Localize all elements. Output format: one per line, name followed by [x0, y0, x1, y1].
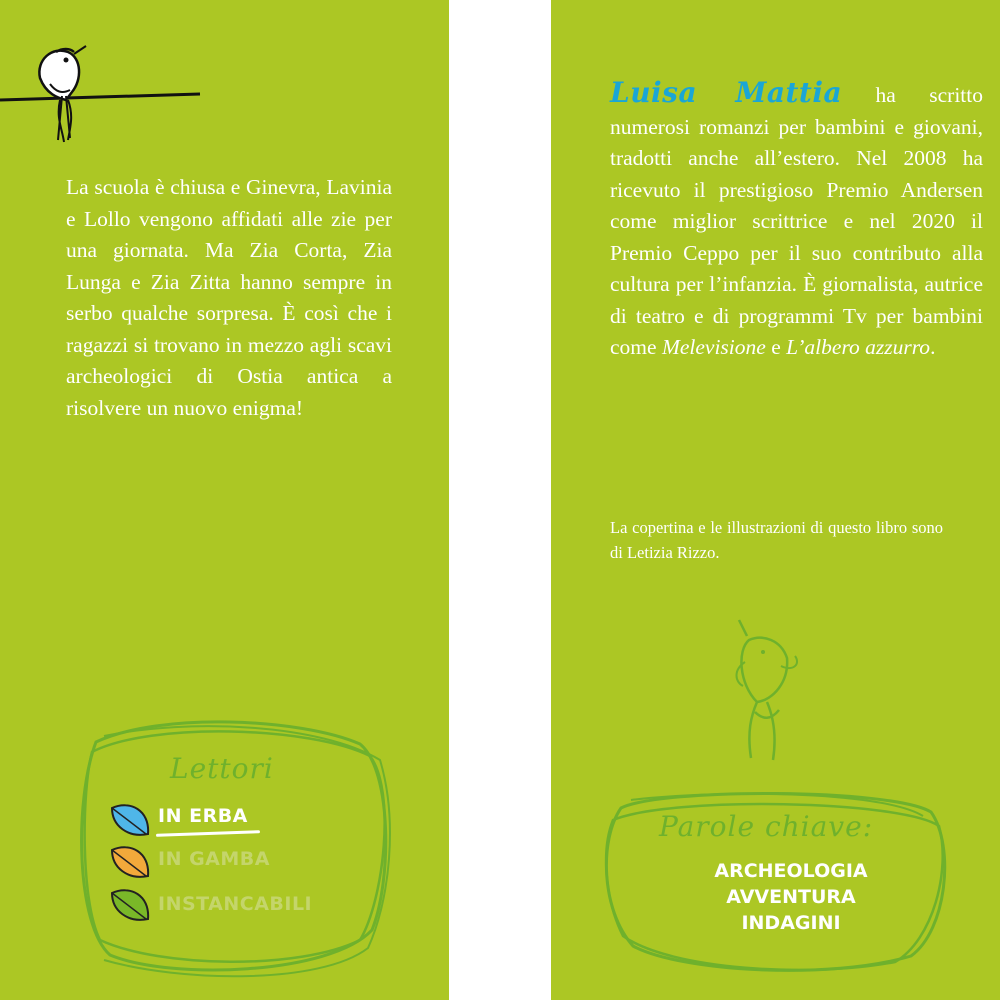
reader-level-in-erba: IN ERBA — [158, 805, 248, 827]
keyword-item: INDAGINI — [741, 912, 841, 934]
bio-work-albero-azzurro: L’albero azzurro — [786, 335, 931, 359]
bio-work-melevisione: Melevisione — [661, 335, 766, 359]
leaf-icon-blue — [112, 805, 148, 834]
keywords-list — [681, 858, 901, 936]
reader-level-instancabili: INSTANCABILI — [158, 893, 313, 915]
leaf-icon-orange — [112, 847, 148, 876]
leaf-icon-green — [112, 890, 148, 919]
keyword-item: AVVENTURA — [726, 886, 856, 908]
bio-conjunction: e — [765, 335, 787, 359]
bio-text-part1: ha scritto numerosi romanzi per bambini e giovani, tradotti anche all’estero. Nel 2008 ha ricevuto il prestigioso Premio Andersen come miglior scrittrice e nel 2020 il Premio Ceppo per il suo contributo alla cultura per l’infanzia. È giornalista, autrice di teatro e di programmi Tv per bambini come — [610, 83, 983, 359]
back-cover-left-panel — [0, 0, 449, 1000]
keywords-scribble-frame — [551, 0, 1000, 1000]
keywords-title: Parole chiave: — [659, 810, 874, 843]
readers-title: Lettori — [170, 752, 274, 785]
back-cover-right-panel — [551, 0, 1000, 1000]
reader-level-in-gamba: IN GAMBA — [158, 848, 270, 870]
keyword-item: ARCHEOLOGIA — [714, 860, 868, 882]
bio-end: . — [930, 335, 936, 359]
book-blurb: La scuola è chiusa e Ginevra, Lavinia e Lollo vengono affidati alle zie per una giornata. Ma Zia Corta, Zia Lunga e Zia Zitta hanno sempre in serbo qualche sorpresa. È così che i ragazzi si trovano in mezzo agli scavi archeologici di Ostia antica a risolvere un nuovo enigma! — [66, 175, 392, 420]
author-name: Luisa Mattia — [610, 76, 843, 109]
illustration-credits: La copertina e le illustrazioni di questo libro sono di Letizia Rizzo. — [610, 518, 943, 562]
